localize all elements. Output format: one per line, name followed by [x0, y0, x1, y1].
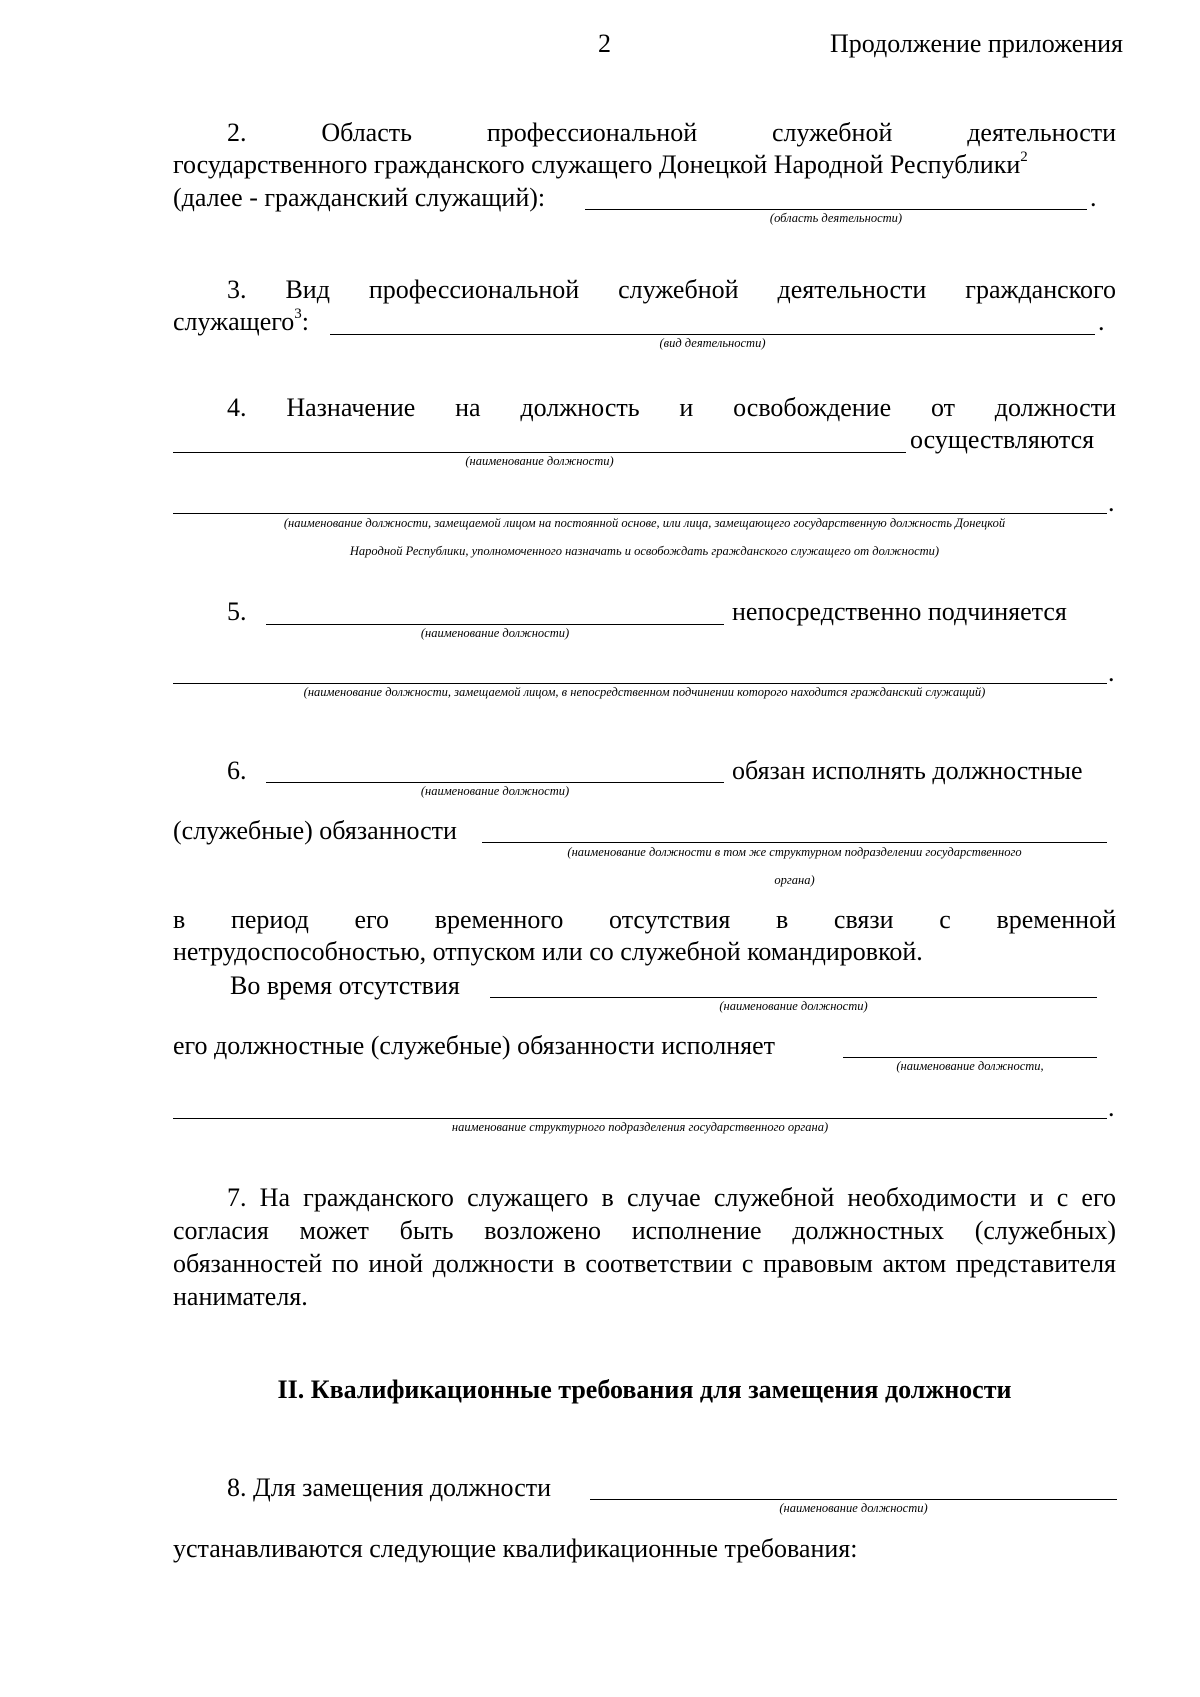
item6-performs-label: его должностные (служебные) обязанности исполняет [173, 1031, 775, 1060]
item2-number: 2. [227, 118, 247, 147]
item6-caption3: (наименование должности) [719, 999, 868, 1013]
item2-word: Область [321, 118, 412, 147]
item3-caption: (вид деятельности) [659, 336, 766, 350]
section-heading: II. Квалификационные требования для замещения должности [277, 1375, 1012, 1404]
item5-blank-field-position[interactable] [266, 624, 724, 625]
item5-caption1: (наименование должности) [420, 626, 570, 640]
item6-period-line1: в период его временного отсутствия в связи с временной [173, 905, 1116, 934]
item5-end: . [1108, 658, 1115, 687]
item8-line2: устанавливаются следующие квалификационные требования: [173, 1534, 858, 1563]
item6-caption5: наименование структурного подразделения государственного органа) [451, 1120, 829, 1134]
item3-end: . [1098, 307, 1105, 336]
item6-period-line2: нетрудоспособностью, отпуском или со служебной командировкой. [173, 937, 923, 966]
item4-caption1: (наименование должности) [465, 454, 614, 468]
item6-caption2: (наименование должности в том же структурном подразделении государственного органа) [567, 845, 1022, 887]
item6-blank-field-performer[interactable] [843, 1057, 1097, 1058]
item6-caption1: (наименование должности) [420, 784, 570, 798]
item2-caption: (область деятельности) [769, 211, 903, 225]
item4-caption2: (наименование должности, замещаемой лицом на постоянной основе, или лица, замещающего государственную должность Донецкой Народной Республики, уполномоченного назначать и освобождать гражданского служащего от должности) [283, 516, 1006, 558]
item5-blank-field-supervisor[interactable] [173, 683, 1107, 684]
item6-duties-label: (служебные) обязанности [173, 816, 457, 845]
item8-blank-field-position[interactable] [590, 1499, 1117, 1500]
item8-caption: (наименование должности) [779, 1501, 928, 1515]
continuation-label: Продолжение приложения [830, 29, 1124, 58]
item4-blank-field-position[interactable] [173, 452, 906, 453]
item2-word: профессиональной [486, 118, 698, 147]
item6-blank-field-absent-position[interactable] [490, 997, 1097, 998]
item6-absence-label: Во время отсутствия [230, 971, 460, 1000]
item4-end: . [1108, 488, 1115, 517]
item7-paragraph: 7. На гражданского служащего в случае служебной необходимости и с его согласия может быть возложено исполнение должностных (служебных) обязанностей по иной должности в соответствии с правовым актом представителя нанимателя. [173, 1183, 1116, 1311]
item6-caption4: (наименование должности, [896, 1059, 1044, 1073]
item5-number: 5. [227, 597, 247, 626]
footnote-2: 2 [1020, 149, 1028, 165]
item5-tail: непосредственно подчиняется [732, 597, 1067, 626]
item2-line1 [227, 116, 1116, 149]
item6-tail: обязан исполнять должностные [732, 756, 1083, 785]
item4-line1: 4. Назначение на должность и освобождение от должности [227, 393, 1116, 422]
item6-blank-field-position[interactable] [266, 782, 724, 783]
item3-blank-field[interactable] [330, 334, 1095, 335]
item2-blank-field[interactable] [585, 209, 1087, 210]
item6-end: . [1108, 1093, 1115, 1122]
item3-line1: 3. Вид профессиональной служебной деятельности гражданского [227, 275, 1116, 304]
item2-line3: (далее - гражданский служащий): [173, 183, 546, 212]
page-number: 2 [598, 29, 611, 58]
item5-caption2: (наименование должности, замещаемой лицом, в непосредственном подчинении которого находится гражданский служащий) [303, 685, 986, 699]
item2-word: служебной [771, 118, 893, 147]
item8-line1: 8. Для замещения должности [227, 1473, 552, 1502]
item3-line2: служащего$^3$: [173, 306, 309, 336]
item4-tail: осуществляются [910, 425, 1095, 454]
footnote-3: 3 [294, 306, 302, 322]
item2-end: . [1090, 183, 1097, 212]
item6-blank-field-department[interactable] [173, 1118, 1107, 1119]
item2-word: деятельности [967, 118, 1117, 147]
item6-number: 6. [227, 756, 247, 785]
item2-line2: государственного гражданского служащего Донецкой Народной Республики$^2$ [173, 149, 1028, 179]
